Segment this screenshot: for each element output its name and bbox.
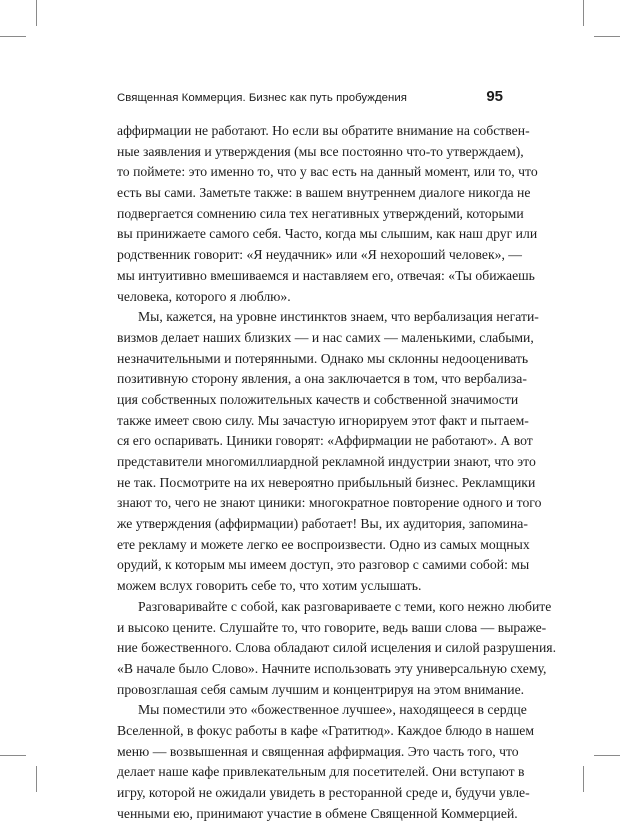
text-line: позитивную сторону явления, а она заключается в том, что вербализа- (117, 371, 527, 387)
text-line: незначительными и потерянными. Однако мы склонны недооценивать (117, 350, 529, 366)
page-number: 95 (486, 88, 503, 105)
text-line: человека, которого я люблю». (117, 288, 291, 304)
crop-mark-top-right-horizontal (594, 36, 620, 37)
paragraph-1 (117, 121, 538, 307)
text-line: родственник говорит: «Я неудачник» или «Я нехороший человек», — (117, 247, 522, 263)
text-line: ся его оспаривать. Циники говорят: «Аффирмации не работают». А вот (117, 433, 533, 449)
text-line: меню — возвышенная и священная аффирмация. Это часть того, что (117, 743, 519, 759)
crop-mark-top-right (583, 0, 584, 26)
crop-mark-bottom-left-horizontal (0, 755, 26, 756)
text-line: и высоко цените. Слушайте то, что говорите, ведь ваши слова — выраже- (117, 619, 547, 635)
paragraph-3 (117, 597, 556, 700)
text-line: вы принижаете самого себя. Часто, когда мы слышим, как наш друг или (117, 226, 538, 242)
crop-mark-bottom-left (36, 766, 37, 792)
body-text (117, 121, 556, 824)
text-line: Мы поместили это «божественное лучшее», находящееся в сердце (138, 702, 527, 718)
crop-mark-bottom-right (583, 766, 584, 792)
text-line: знают то, чего не знают циники: многократное повторение одного и того (117, 495, 542, 511)
paragraph-2 (117, 307, 542, 597)
text-line: Мы, кажется, на уровне инстинктов знаем, что вербализация негати- (138, 309, 539, 325)
text-line: визмов делает наших близких — и нас самих — маленькими, слабыми, (117, 329, 534, 345)
text-line: же утверждения (аффирмации) работает! Вы, их аудитория, запомина- (117, 516, 528, 532)
text-line: не так. Посмотрите на их невероятно прибыльный бизнес. Рекламщики (117, 474, 536, 490)
text-line: ете рекламу и можете легко ее воспроизвести. Одно из самых мощных (117, 536, 530, 552)
text-line: мы интуитивно вмешиваемся и наставляем его, отвечая: «Ты обижаешь (117, 267, 535, 283)
crop-mark-top-left-horizontal (0, 36, 26, 37)
crop-mark-top-left (36, 0, 37, 26)
text-line: аффирмации не работают. Но если вы обратите внимание на собствен- (117, 123, 530, 138)
text-line: провозглашая себя самым лучшим и концентрируя на этом внимание. (117, 681, 525, 697)
text-line: представители многомиллиардной рекламной индустрии знают, что это (117, 454, 536, 469)
text-line: есть вы сами. Заметьте также: в вашем внутреннем диалоге никогда не (117, 185, 531, 201)
text-line: «В начале было Слово». Начните использовать эту универсальную схему, (117, 660, 547, 676)
text-line: ние божественного. Слова обладают силой исцеления и силой разрушения. (117, 640, 556, 656)
text-line: делает наше кафе привлекательным для посетителей. Они вступают в (117, 764, 525, 780)
running-title: Священная Коммерция. Бизнес как путь пробуждения (117, 92, 408, 104)
text-line: орудий, к которым мы имеем доступ, это разговор с самими собой: мы (117, 557, 530, 573)
crop-mark-bottom-right-horizontal (594, 755, 620, 756)
text-line: ные заявления и утверждения (мы все постоянно что-то утверждаем), (117, 143, 524, 159)
text-line: игру, которой не ожидали увидеть в ресторанной среде и, будучи увле- (117, 785, 530, 800)
text-line: то поймете: это именно то, что у вас есть на данный момент, или то, что (117, 164, 538, 180)
text-line: Вселенной, в фокус работы в кафе «Гратитюд». Каждое блюдо в нашем (117, 722, 534, 738)
running-head (117, 88, 503, 108)
paragraph-4 (117, 700, 534, 824)
text-line: ченными ею, принимают участие в обмене Священной Коммерцией. (117, 805, 518, 821)
text-line: подвергается сомнению сила тех негативных утверждений, которыми (117, 205, 524, 221)
text-line: ция собственных положительных качеств и собственной значимости (117, 391, 519, 407)
text-line: Разговаривайте с собой, как разговариваете с теми, кого нежно любите (138, 598, 552, 614)
text-line: можем вслух говорить себе то, что хотим услышать. (117, 578, 422, 594)
text-line: также имеет свою силу. Мы зачастую игнорируем этот факт и пытаем- (117, 412, 529, 428)
